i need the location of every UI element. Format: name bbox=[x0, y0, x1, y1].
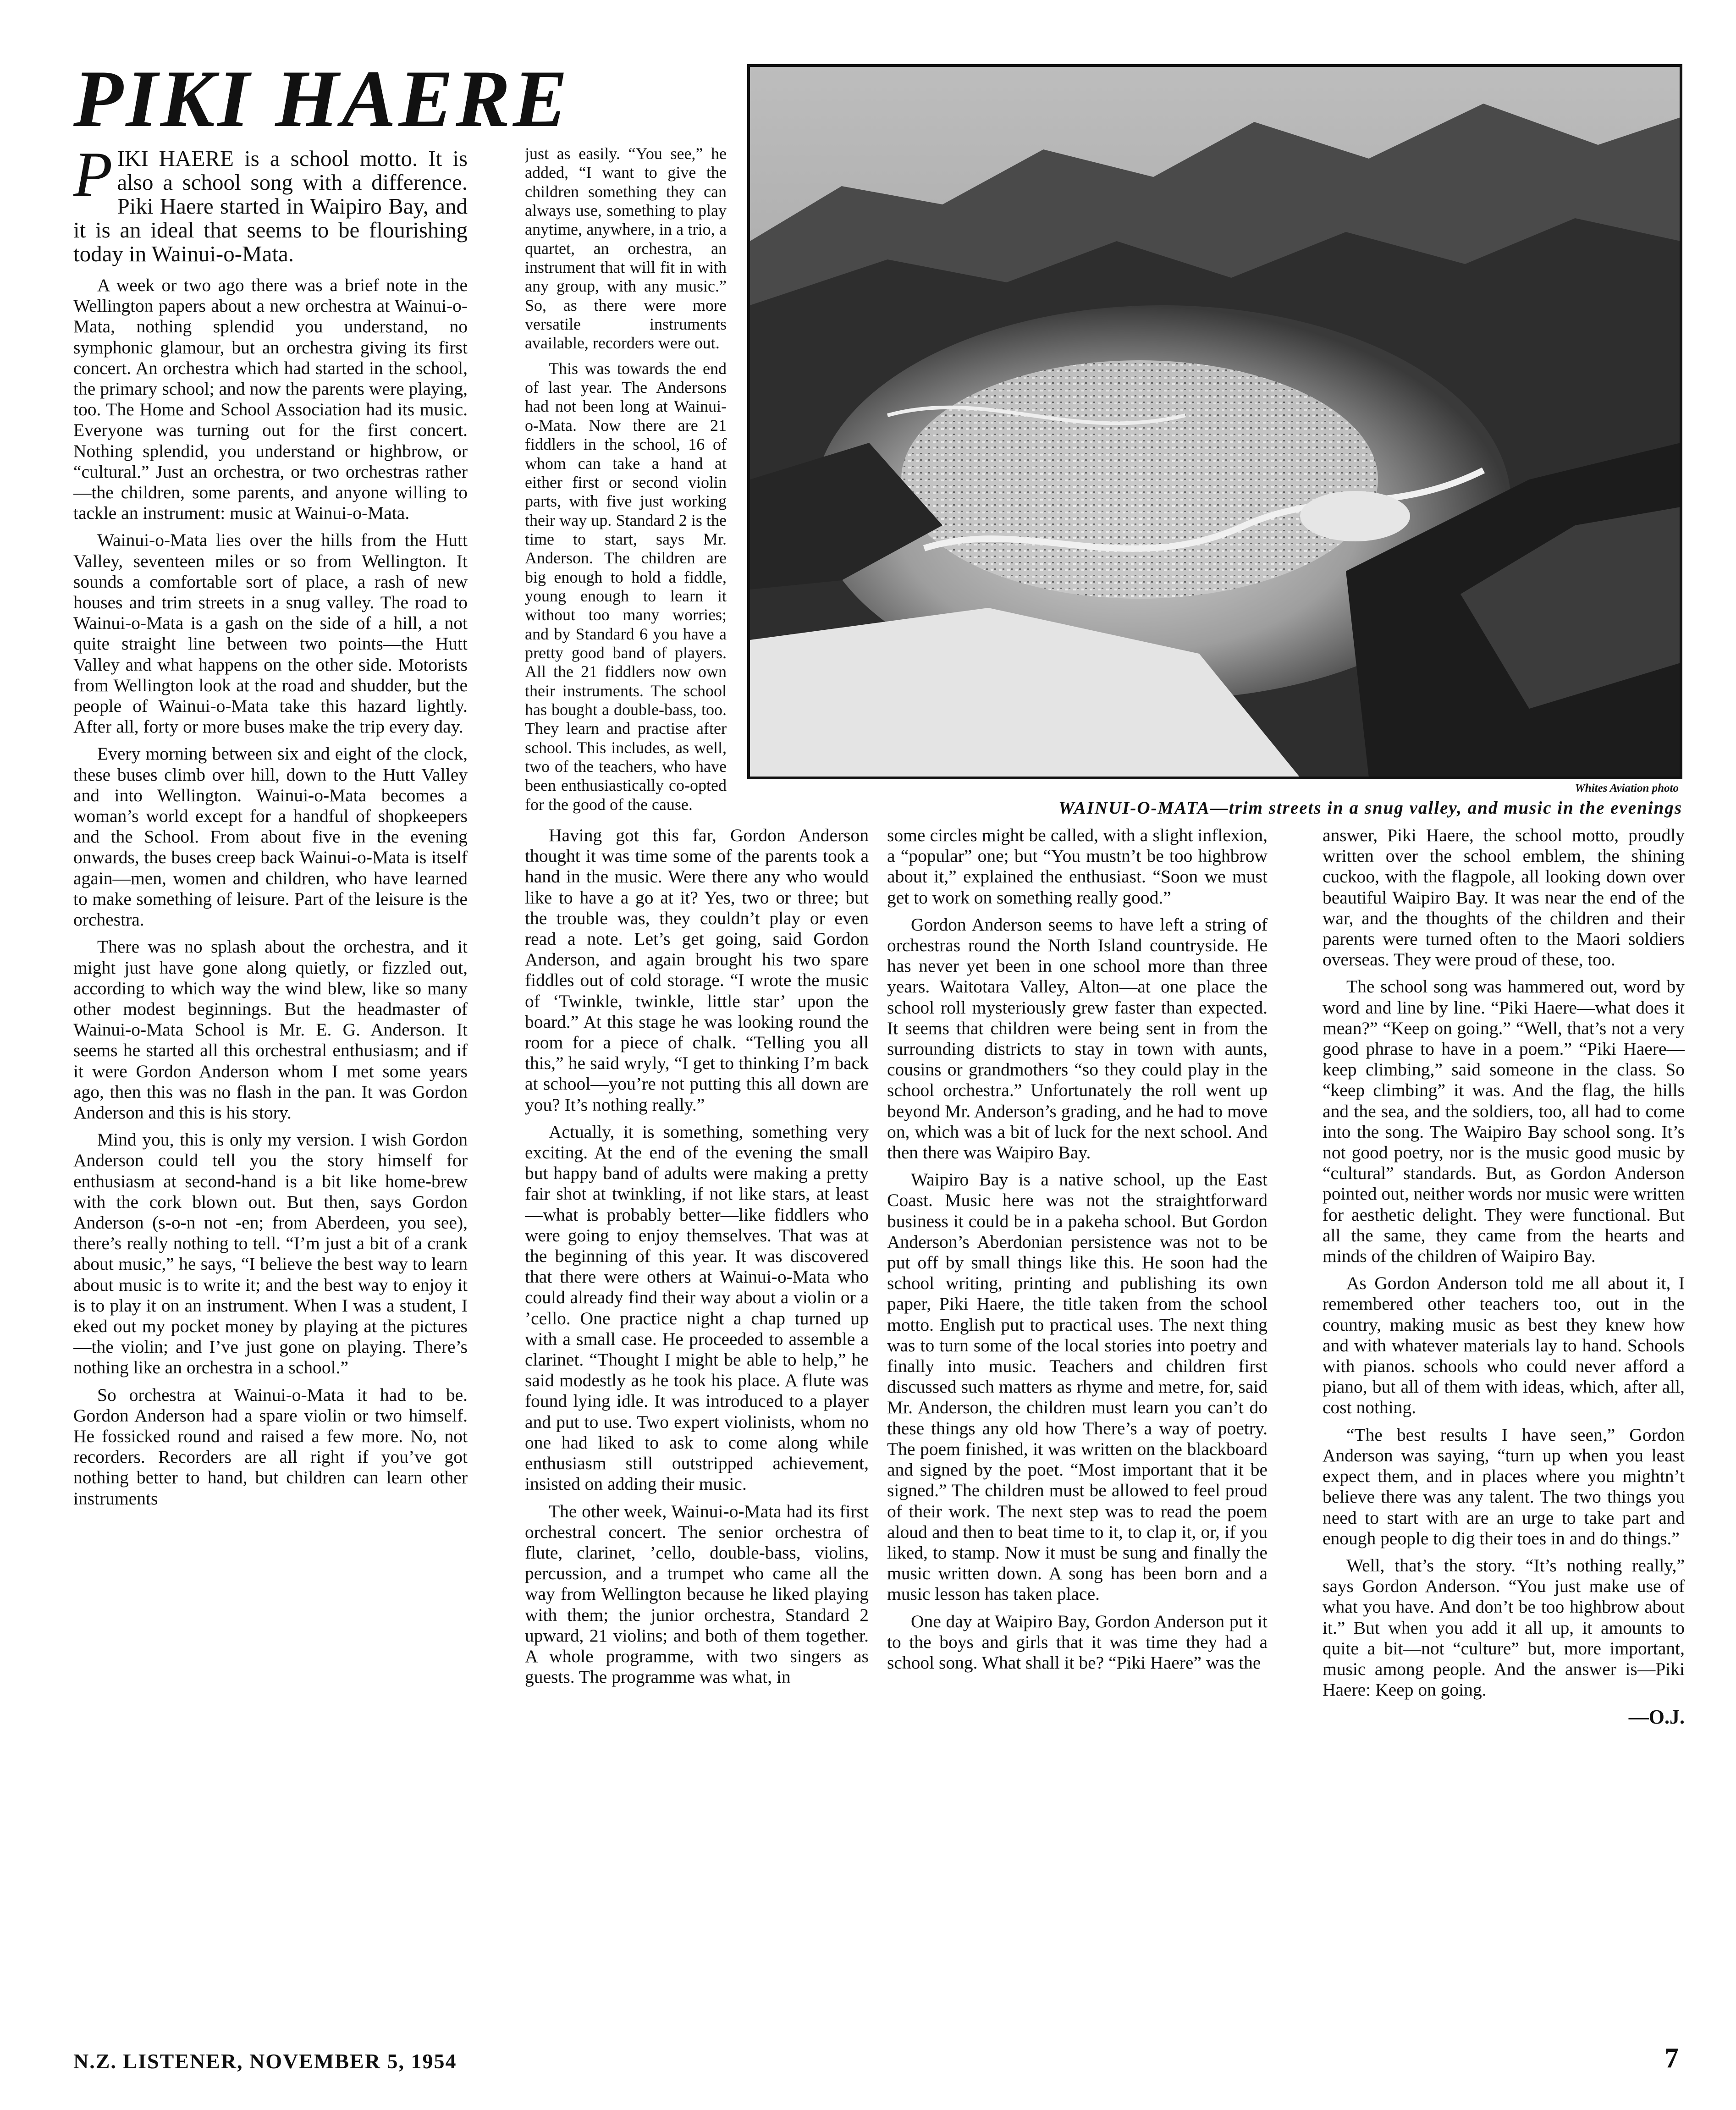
article-column-3 bbox=[887, 825, 1268, 2040]
paragraph: just as easily. “You see,” he added, “I want to give the children something they can always use, something to play anytime, anywhere, in a trio, a quartet, an orchestra, an instrument that will fit in with any group, with any music.” So, as there were more versatile instruments available, recorders were out. bbox=[525, 144, 727, 353]
article-column-4 bbox=[1323, 825, 1685, 2040]
paragraph: Actually, it is something, something very exciting. At the end of the evening the small but happy band of adults were making a pretty fair shot at twinkling, if not like stars, at least—what is probably better—like fiddlers who were going to enjoy themselves. That was at the beginning of this year. It was discovered that there were others at Wainui-o-Mata who could already find their way about a violin or a ’cello. One practice night a chap turned up with a small case. He proceeded to assemble a clarinet. “Thought I might be able to help,” he said modestly as he took his place. A flute was found lying idle. It was introduced to a player and put to use. Two expert violinists, whom no one had liked to ask to come along while enthusiasm still outstripped achievement, insisted on adding their music. bbox=[525, 1121, 869, 1494]
photo-credit: Whites Aviation photo bbox=[1575, 782, 1679, 794]
article-column-2-lower bbox=[525, 825, 869, 2040]
paragraph: Every morning between six and eight of the clock, these buses climb over hill, down to the Hutt Valley and into Wellington. Wainui-o-Mata becomes a woman’s world except for a handful of shopkeepers and the School. From about five in the evening onwards, the buses creep back Wainui-o-Mata is itself again—men, women and children, who have learned to make something of leisure. Part of the leisure is the orchestra. bbox=[73, 744, 468, 930]
article-column-1 bbox=[73, 147, 468, 2040]
photo-caption: WAINUI-O-MATA—trim streets in a snug valley, and music in the evenings bbox=[1058, 798, 1682, 818]
paragraph: Mind you, this is only my version. I wish Gordon Anderson could tell you the story himself for enthusiasm at second-hand is a bit like home-brew with the cork blown out. But then, says Gordon Anderson (s-o-n not -en; from Aberdeen, you see), there’s really nothing to tell. “I’m just a bit of a crank about music,” he says, “I believe the best way to learn about music is to write it; and the best way to enjoy it is to play it on an instrument. When I was a student, I eked out my pocket money by playing at the pictures—the violin; and I’ve just gone on playing. There’s nothing like an orchestra in a school.” bbox=[73, 1129, 468, 1378]
paragraph: Well, that’s the story. “It’s nothing really,” says Gordon Anderson. “You just make use of what you have. And don’t be too highbrow about it.” But when you add it all up, it amounts to quite a bit—not “culture” but, more important, music among people. And the answer is—Piki Haere: Keep on going. bbox=[1323, 1555, 1685, 1700]
lead-paragraph bbox=[73, 147, 468, 266]
aerial-photo bbox=[747, 64, 1682, 779]
paragraph: Gordon Anderson seems to have left a string of orchestras round the North Island countryside. He has never yet been in one school more than three years. Waitotara Valley, Alton—at one place the school roll mysteriously grew faster than expected. It seems that children were being sent in from the surrounding districts to stay in town with aunts, cousins or grandmothers “so they could play in the school orchestra.” Unfortunately the roll went up beyond Mr. Anderson’s grading, and he had to move on, which was a bit of luck for the next school. And then there was Waipiro Bay. bbox=[887, 914, 1268, 1163]
paragraph: A week or two ago there was a brief note in the Wellington papers about a new orchestra at Wainui-o-Mata, nothing splendid you understand, no symphonic glamour, but an orchestra giving its first concert. An orchestra which had started in the school, the primary school; and now the parents were playing, too. The Home and School Association had its music. Everyone was turning out for the first concert. Nothing splendid, you understand or highbrow, or “cultural.” Just an orchestra, or two orchestras rather—the children, some parents, and anyone willing to tackle an instrument: music at Wainui-o-Mata. bbox=[73, 275, 468, 523]
paragraph: This was towards the end of last year. The Andersons had not been long at Wainui-o-Mata. Now there are 21 fiddlers in the school, 16 of whom can take a hand at either first or second violin parts, with five just working their way up. Standard 2 is the time to start, says Mr. Anderson. The children are big enough to hold a fiddle, young enough to learn it without too many worries; and by Standard 6 you have a pretty good band of players. All the 21 fiddlers now own their instruments. The school has bought a double-bass, too. They learn and practise after school. This includes, as well, two of the teachers, who have been enthusiastically co-opted for the good of the cause. bbox=[525, 359, 727, 814]
lead-text: IKI HAERE is a school motto. It is also a school song with a difference. Piki Haere started in Waipiro Bay, and it is an ideal that seems to be flourishing today in Wainui-o-Mata. bbox=[73, 147, 468, 266]
paragraph: The other week, Wainui-o-Mata had its first orchestral concert. The senior orchestra of flute, clarinet, ’cello, double-bass, violins, percussion, and a trumpet who came all the way from Wellington because he liked playing with them; the junior orchestra, Standard 2 upward, 21 violins; and both of them together. A whole programme, with two singers as guests. The programme was what, in bbox=[525, 1501, 869, 1687]
author-signature: —O.J. bbox=[1628, 1706, 1685, 1729]
aerial-valley-image bbox=[750, 67, 1681, 777]
paragraph: As Gordon Anderson told me all about it, I remembered other teachers too, out in the country, making music as best they knew how and with whatever materials lay to hand. Schools with pianos. schools who could never afford a piano, but all of them with ideas, which, after all, cost nothing. bbox=[1323, 1273, 1685, 1418]
paragraph: “The best results I have seen,” Gordon Anderson was saying, “turn up when you least expect them, and in places where you mightn’t believe there was any talent. The two things you need to start with are an urge to take part and enough people to dig their toes in and do things.” bbox=[1323, 1424, 1685, 1548]
article-column-2 bbox=[525, 144, 727, 823]
paragraph: One day at Waipiro Bay, Gordon Anderson put it to the boys and girls that it was time they had a school song. What shall it be? “Piki Haere” was the bbox=[887, 1611, 1268, 1673]
paragraph: The school song was hammered out, word by word and line by line. “Piki Haere—what does it mean?” “Keep on going.” “Well, that’s not a very good phrase to have in a poem.” “Piki Haere—keep climbing,” said someone in the class. So “keep climbing” it was. And the flag, the hills and the sea, and the soldiers, too, all had to come into the song. The Waipiro Bay school song. It’s not good poetry, nor is the music good music by “cultural” standards. But, as Gordon Anderson pointed out, neither words nor music were written for aesthetic delight. They were functional. But all the same, they came from the hearts and minds of the children of Waipiro Bay. bbox=[1323, 976, 1685, 1267]
paragraph: some circles might be called, with a slight inflexion, a “popular” one; but “You mustn’t be too highbrow about it,” explained the enthusiast. “Soon we must get to work on something really good.” bbox=[887, 825, 1268, 908]
headline: PIKI HAERE bbox=[73, 55, 570, 142]
paragraph: Having got this far, Gordon Anderson thought it was time some of the parents took a hand in the music. Were there any who would like to have a go at it? Yes, two or three; but the trouble was, they couldn’t play or even read a note. Let’s get going, said Gordon Anderson, and again brought his two spare fiddles out of cold storage. “I wrote the music of ‘Twinkle, twinkle, little star’ upon the board.” At this stage he was looking round the room for a piece of chalk. “Telling you all this,” he said wryly, “I get to thinking I’m back at school—you’re not putting this all down are you? It’s nothing really.” bbox=[525, 825, 869, 1115]
paragraph: Wainui-o-Mata lies over the hills from the Hutt Valley, seventeen miles or so from Wellington. It sounds a comfortable sort of place, a rash of new houses and trim streets in a snug valley. The road to Wainui-o-Mata is a gash on the side of a hill, a not quite straight line between two points—the Hutt Valley and what happens on the other side. Motorists from Wellington look at the road and shudder, but the people of Wainui-o-Mata take this hazard lightly. After all, forty or more buses make the trip every day. bbox=[73, 530, 468, 737]
paragraph: So orchestra at Wainui-o-Mata it had to be. Gordon Anderson had a spare violin or two himself. He fossicked round and raised a few more. No, not recorders. Recorders are all right if you’ve got nothing better to hand, but children can learn other instruments bbox=[73, 1384, 468, 1509]
page-number: 7 bbox=[1664, 2043, 1679, 2074]
paragraph: There was no splash about the orchestra, and it might just have gone along quietly, or fizzled out, according to which way the wind blew, like so many other modest beginnings. But the headmaster of Wainui-o-Mata School is Mr. E. G. Anderson. It seems he started all this orchestral enthusiasm; and if it were Gordon Anderson whom I met some years ago, then this was no flash in the pan. It was Gordon Anderson and this is his story. bbox=[73, 937, 468, 1123]
paragraph: Waipiro Bay is a native school, up the East Coast. Music here was not the straightforward business it could be in a pakeha school. But Gordon Anderson’s Aberdonian persistence was not to be put off by small things like this. He soon had the school writing, printing and publishing its own paper, Piki Haere, the title taken from the school motto. English put to practical uses. The next thing was to turn some of the local stories into poetry and finally into music. Teachers and children first discussed such matters as rhyme and metre, for, said Mr. Anderson, the children must learn you can’t do these things any old how There’s a way of poetry. The poem finished, it was written on the blackboard and signed by the poet. “Most important that it be signed.” The children must be allowed to feel proud of their work. The next step was to read the poem aloud and then to beat time to it, to clap it, or, if you liked, to stamp. Now it must be sung and finally the music written down. A song has been born and a music lesson has taken place. bbox=[887, 1169, 1268, 1604]
publication-footer: N.Z. LISTENER, NOVEMBER 5, 1954 bbox=[73, 2049, 457, 2073]
drop-cap: P bbox=[73, 147, 113, 210]
paragraph: answer, Piki Haere, the school motto, proudly written over the school emblem, the shining cuckoo, with the flagpole, all looking down over beautiful Waipiro Bay. It was near the end of the war, and the thoughts of the children and their parents were turned often to the Maori soldiers overseas. They were proud of these, too. bbox=[1323, 825, 1685, 970]
